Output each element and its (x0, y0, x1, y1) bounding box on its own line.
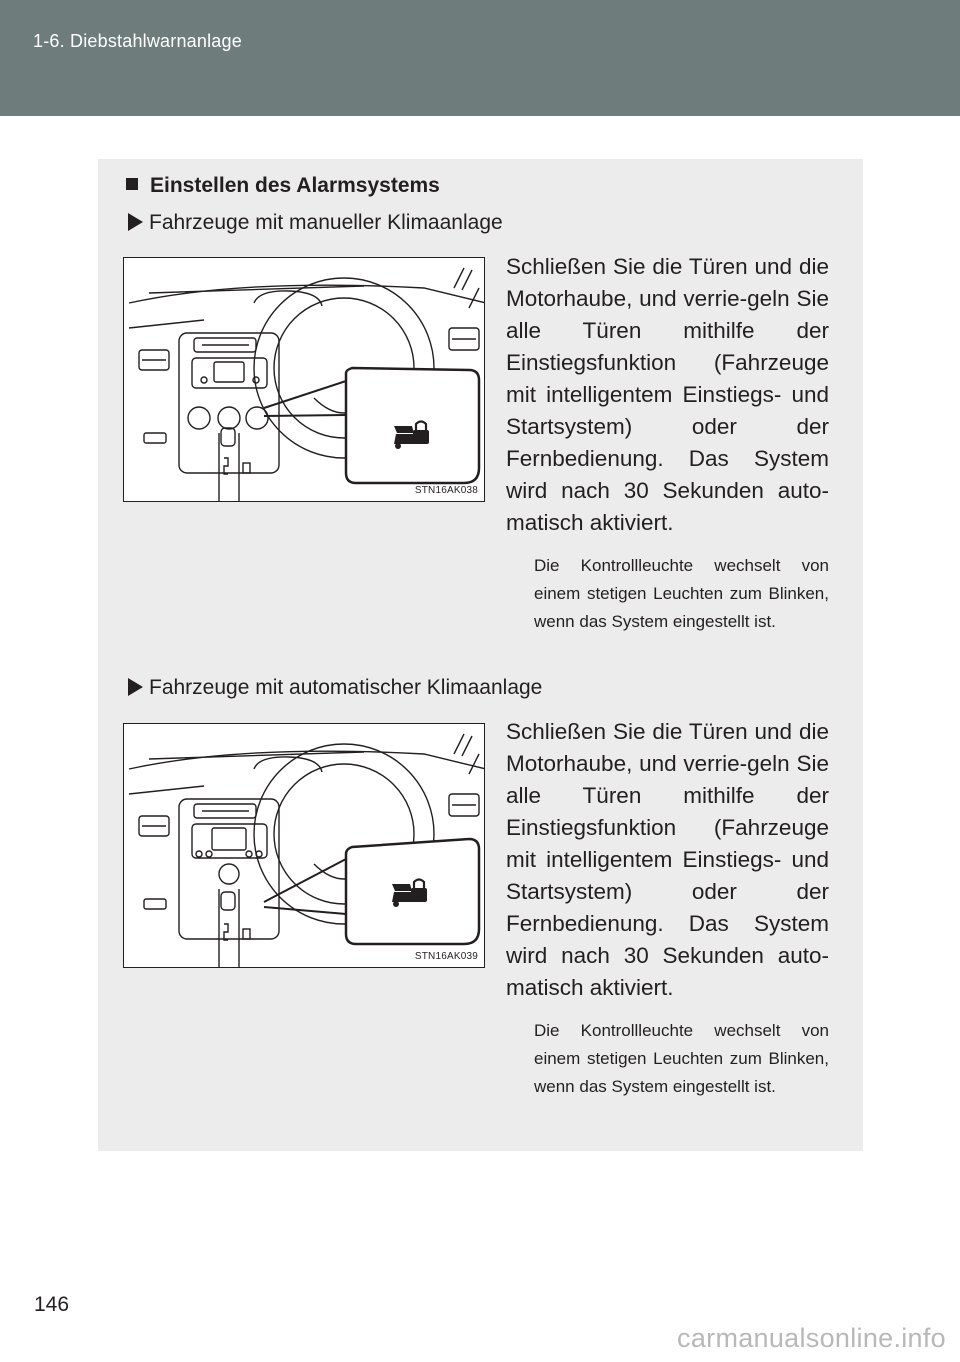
note-text-manual: Die Kontrollleuchte wechselt von einem stetigen Leuchten zum Blinken, wenn das System eingestellt ist. (534, 556, 829, 631)
dashboard-drawing (124, 258, 485, 502)
variant-heading-manual (128, 211, 503, 235)
page-number: 146 (34, 1293, 70, 1316)
figure-code: STN16AK038 (414, 485, 478, 496)
dashboard-drawing (124, 724, 485, 968)
variant-heading-text: Fahrzeuge mit manueller Klimaanlage (149, 211, 503, 234)
instruction-text-automatic: Schließen Sie die Türen und die Motorhaube, und verrie-geln Sie alle Türen mithilfe der Einstiegsfunktion (Fahrzeuge mit intelligentem Einstiegs- und Startsystem) oder der Fernbedienung. Das System wird nach 30 Sekunden auto-matisch aktiviert. (506, 719, 829, 1000)
page-header (0, 0, 960, 116)
variant-heading-text: Fahrzeuge mit automatischer Klimaanlage (149, 676, 543, 699)
variant-heading-automatic (128, 676, 542, 700)
triangle-bullet-icon (128, 678, 143, 696)
square-bullet-icon (126, 178, 138, 190)
triangle-bullet-icon (128, 213, 143, 231)
chapter-title: 1-6. Diebstahlwarnanlage (33, 31, 242, 51)
section-heading-text: Einstellen des Alarmsystems (150, 174, 440, 197)
section-heading (126, 174, 440, 198)
dashboard-illustration-automatic (123, 723, 485, 968)
note-text-automatic: Die Kontrollleuchte wechselt von einem stetigen Leuchten zum Blinken, wenn das System eingestellt ist. (534, 1021, 829, 1096)
instruction-text-manual: Schließen Sie die Türen und die Motorhaube, und verrie-geln Sie alle Türen mithilfe der Einstiegsfunktion (Fahrzeuge mit intelligentem Einstiegs- und Startsystem) oder der Fernbedienung. Das System wird nach 30 Sekunden auto-matisch aktiviert. (506, 254, 829, 535)
dashboard-illustration-manual (123, 257, 485, 502)
watermark: carmanualsonline.info (677, 1323, 946, 1353)
figure-code: STN16AK039 (414, 951, 478, 962)
